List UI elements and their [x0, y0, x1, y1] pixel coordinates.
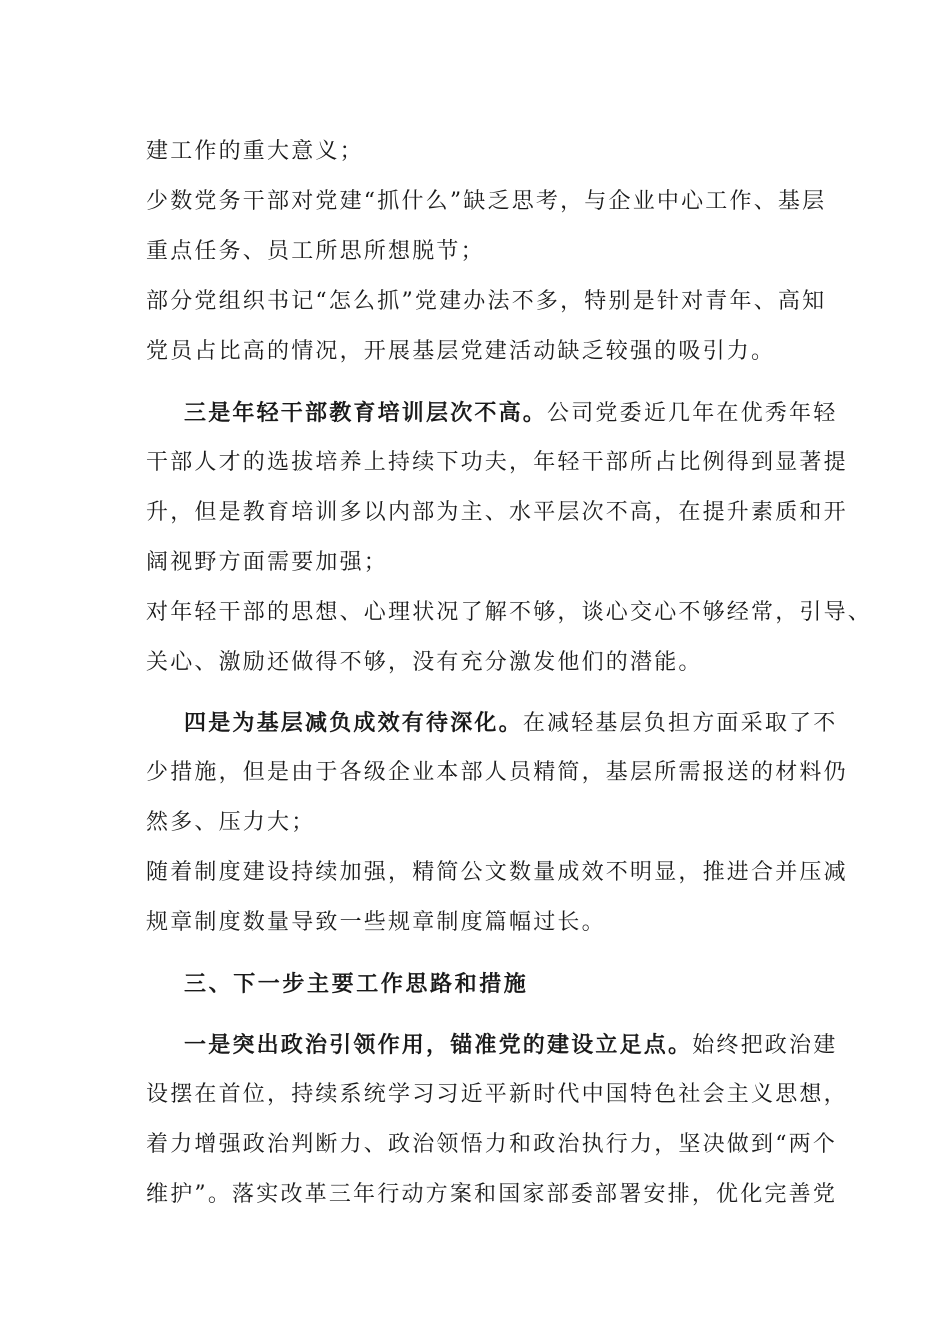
text-line: 少措施，但是由于各级企业本部人员精简，基层所需报送的材料仍 — [146, 760, 848, 785]
paragraph-lead-line — [184, 1030, 837, 1061]
text-line: 随着制度建设持续加强，精简公文数量成效不明显，推进合并压减 — [146, 860, 848, 885]
paragraph-text: 始终把政治建 — [692, 1033, 838, 1058]
text-line: 着力增强政治判断力、政治领悟力和政治执行力，坚决做到“两个 — [146, 1132, 838, 1157]
text-line: 党员占比高的情况，开展基层党建活动缺乏较强的吸引力。 — [146, 339, 776, 364]
text-line: 关心、激励还做得不够，没有充分激发他们的潜能。 — [146, 650, 703, 675]
section-heading: 三、下一步主要工作思路和措施 — [184, 971, 529, 997]
paragraph-lead-line — [184, 708, 837, 739]
text-line: 干部人才的选拔培养上持续下功夫，年轻干部所占比例得到显著提 — [146, 450, 848, 475]
text-line: 阔视野方面需要加强； — [146, 550, 389, 575]
text-line: 维护”。落实改革三年行动方案和国家部委部署安排，优化完善党 — [146, 1182, 838, 1207]
text-line: 规章制度数量导致一些规章制度篇幅过长。 — [146, 910, 606, 935]
text-line: 少数党务干部对党建“抓什么”缺乏思考，与企业中心工作、基层 — [146, 189, 827, 214]
text-line: 然多、压力大； — [146, 810, 316, 835]
text-line: 设摆在首位，持续系统学习习近平新时代中国特色社会主义思想， — [146, 1082, 848, 1107]
text-line: 重点任务、员工所思所想脱节； — [146, 239, 485, 264]
paragraph-text: 公司党委近几年在优秀年轻 — [547, 401, 838, 426]
text-line: 升，但是教育培训多以内部为主、水平层次不高，在提升素质和开 — [146, 500, 848, 525]
text-line: 部分党组织书记“怎么抓”党建办法不多，特别是针对青年、高知 — [146, 289, 827, 314]
paragraph-heading: 四是为基层减负成效有待深化。 — [184, 710, 523, 736]
text-line: 对年轻干部的思想、心理状况了解不够，谈心交心不够经常，引导、 — [146, 600, 873, 625]
paragraph-lead-line — [184, 398, 837, 429]
paragraph-text: 在减轻基层负担方面采取了不 — [522, 711, 838, 736]
text-line: 建工作的重大意义； — [146, 139, 364, 164]
paragraph-heading: 一是突出政治引领作用，锚准党的建设立足点。 — [184, 1032, 693, 1058]
paragraph-heading: 三是年轻干部教育培训层次不高。 — [184, 400, 548, 426]
